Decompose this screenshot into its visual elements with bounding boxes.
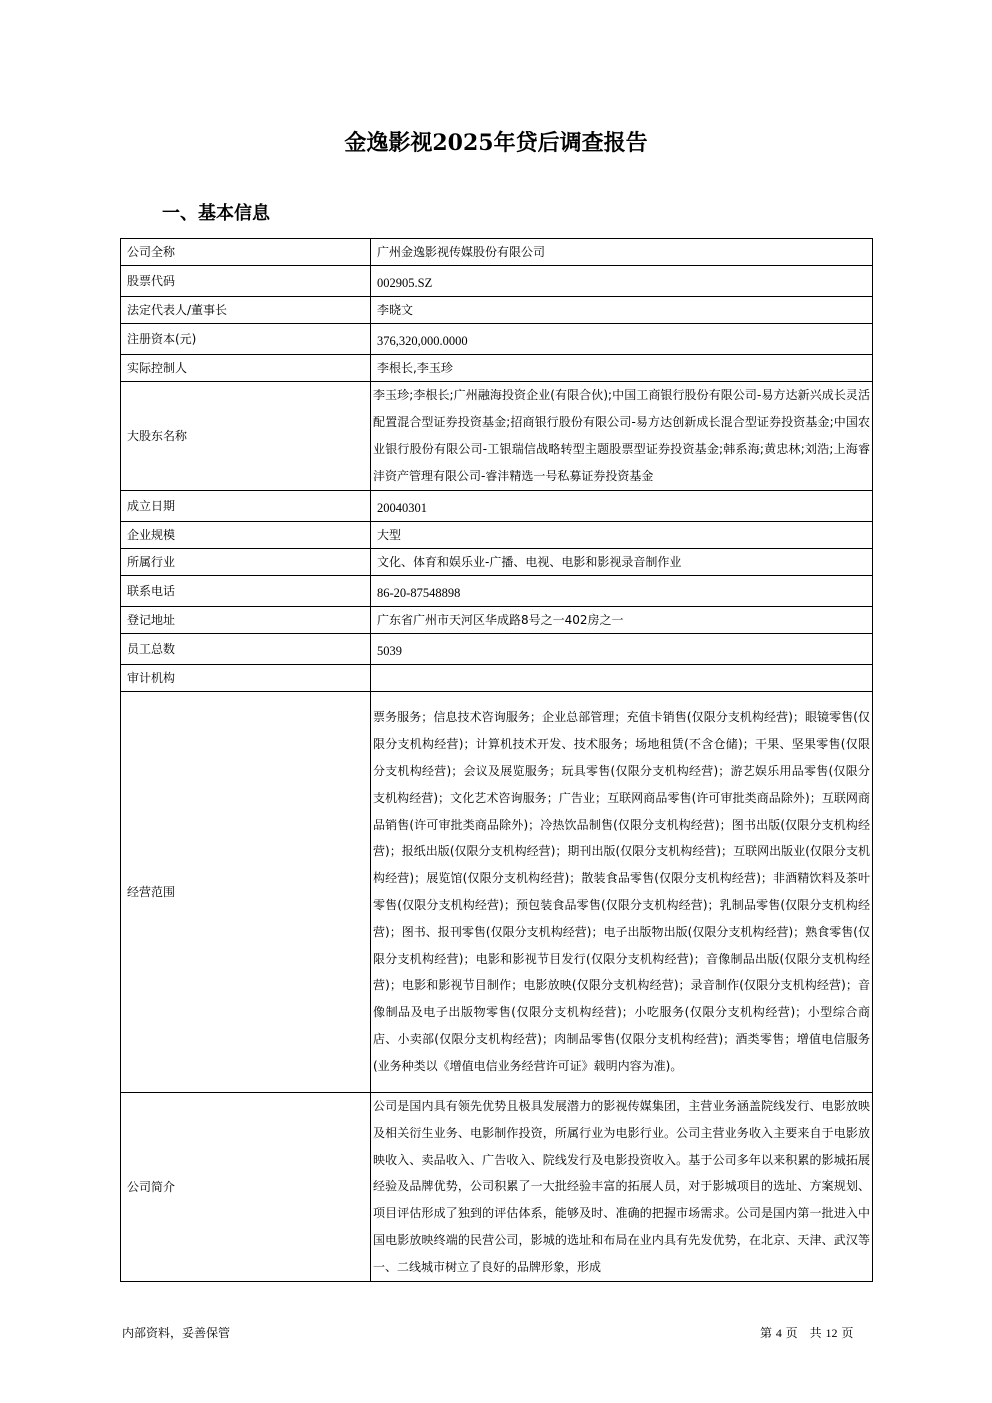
document-title: 金逸影视2025年贷后调查报告: [344, 130, 648, 156]
page-suffix: 页: [841, 1326, 854, 1340]
row-label: 成立日期: [121, 491, 371, 522]
stock-code: 002905.SZ: [371, 266, 873, 297]
row-label: 员工总数: [121, 634, 371, 665]
table-row: [121, 549, 873, 576]
page-mid: 页 共: [785, 1326, 822, 1340]
registered-address: 广东省广州市天河区华成路8号之一402房之一: [371, 607, 873, 634]
row-label: 审计机构: [121, 665, 371, 692]
table-row: [121, 382, 873, 491]
table-row: [121, 665, 873, 692]
table-row: [121, 324, 873, 355]
page-prefix: 第: [760, 1326, 773, 1340]
business-scope: 票务服务；信息技术咨询服务；企业总部管理；充值卡销售(仅限分支机构经营)；眼镜零售(仅限分支机构经营)；计算机技术开发、技术服务；场地租赁(不含仓储)；干果、坚果零售(仅限分支机构经营)；会议及展览服务；玩具零售(仅限分支机构经营)；游艺娱乐用品零售(仅限分支机构经营)；文化艺术咨询服务；广告业；互联网商品零售(许可审批类商品除外)；互联网商品销售(许可审批类商品除外)；冷热饮品制售(仅限分支机构经营)；图书出版(仅限分支机构经营)；报纸出版(仅限分支机构经营)；期刊出版(仅限分支机构经营)；互联网出版业(仅限分支机构经营)；展览馆(仅限分支机构经营)；散装食品零售(仅限分支机构经营)；非酒精饮料及茶叶零售(仅限分支机构经营)；预包装食品零售(仅限分支机构经营)；乳制品零售(仅限分支机构经营)；图书、报刊零售(仅限分支机构经营)；电子出版物出版(仅限分支机构经营)；熟食零售(仅限分支机构经营)；电影和影视节目发行(仅限分支机构经营)；音像制品出版(仅限分支机构经营)；电影和影视节目制作；电影放映(仅限分支机构经营)；录音制作(仅限分支机构经营)；音像制品及电子出版物零售(仅限分支机构经营)；小吃服务(仅限分支机构经营)；小型综合商店、小卖部(仅限分支机构经营)；肉制品零售(仅限分支机构经营)；酒类零售；增值电信服务(业务种类以《增值电信业务经营许可证》载明内容为准)。: [371, 692, 873, 1093]
table-row: [121, 491, 873, 522]
table-row: [121, 692, 873, 1093]
row-label: 实际控制人: [121, 355, 371, 382]
row-label: 大股东名称: [121, 382, 371, 491]
current-page: 4: [775, 1326, 782, 1340]
table-row: [121, 1093, 873, 1282]
table-row: [121, 239, 873, 266]
table-row: [121, 297, 873, 324]
industry: 文化、体育和娱乐业-广播、电视、电影和影视录音制作业: [371, 549, 873, 576]
actual-controller: 李根长,李玉珍: [371, 355, 873, 382]
row-label: 联系电话: [121, 576, 371, 607]
basic-info-table: [120, 238, 873, 1282]
company-full-name: 广州金逸影视传媒股份有限公司: [371, 239, 873, 266]
registered-capital: 376,320,000.0000: [371, 324, 873, 355]
row-label: 股票代码: [121, 266, 371, 297]
major-shareholders: 李玉珍;李根长;广州融海投资企业(有限合伙);中国工商银行股份有限公司-易方达新兴成长灵活配置混合型证券投资基金;招商银行股份有限公司-易方达创新成长混合型证券投资基金;中国农业银行股份有限公司-工银瑞信战略转型主题股票型证券投资基金;韩系海;黄忠林;刘浩;上海睿沣资产管理有限公司-睿沣精选一号私募证券投资基金: [371, 382, 873, 491]
company-profile: 公司是国内具有领先优势且极具发展潜力的影视传媒集团，主营业务涵盖院线发行、电影放映及相关衍生业务、电影制作投资，所属行业为电影行业。公司主营业务收入主要来自于电影放映收入、卖品收入、广告收入、院线发行及电影投资收入。基于公司多年以来积累的影城拓展经验及品牌优势，公司积累了一大批经验丰富的拓展人员，对于影城项目的选址、方案规划、项目评估形成了独到的评估体系，能够及时、准确的把握市场需求。公司是国内第一批进入中国电影放映终端的民营公司，影城的选址和布局在业内具有先发优势，在北京、天津、武汉等一、二线城市树立了良好的品牌形象，形成: [371, 1093, 873, 1282]
founding-date: 20040301: [371, 491, 873, 522]
row-label: 所属行业: [121, 549, 371, 576]
contact-phone: 86-20-87548898: [371, 576, 873, 607]
section-heading: 一、基本信息: [162, 203, 270, 224]
employee-count: 5039: [371, 634, 873, 665]
table-row: [121, 266, 873, 297]
row-label: 企业规模: [121, 522, 371, 549]
legal-representative: 李晓文: [371, 297, 873, 324]
total-pages: 12: [825, 1326, 838, 1340]
row-label: 公司全称: [121, 239, 371, 266]
table-row: [121, 522, 873, 549]
enterprise-scale: 大型: [371, 522, 873, 549]
row-label: 注册资本(元): [121, 324, 371, 355]
row-label: 法定代表人/董事长: [121, 297, 371, 324]
table-row: [121, 634, 873, 665]
footer-confidential-note: 内部资料，妥善保管: [122, 1326, 231, 1340]
table-row: [121, 607, 873, 634]
table-row: [121, 576, 873, 607]
page-number: [760, 1324, 853, 1341]
row-label: 登记地址: [121, 607, 371, 634]
row-label: 公司简介: [121, 1093, 371, 1282]
row-label: 经营范围: [121, 692, 371, 1093]
table-row: [121, 355, 873, 382]
audit-institution: [371, 665, 873, 692]
